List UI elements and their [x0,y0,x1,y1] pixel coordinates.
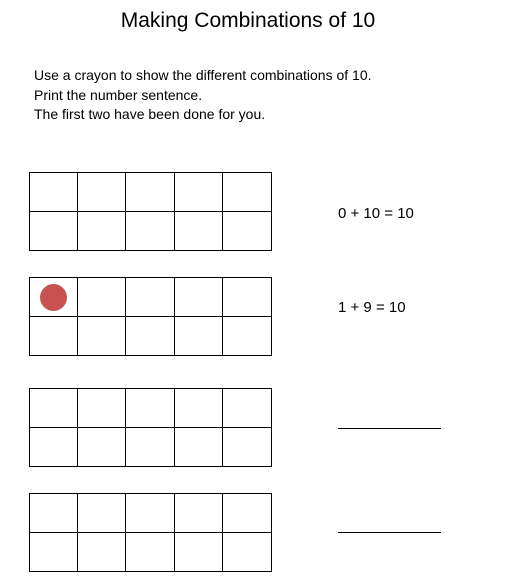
ten-frame-cell[interactable] [30,389,78,428]
ten-frame-cell[interactable] [126,173,174,212]
worksheet-title: Making Combinations of 10 [120,9,376,32]
ten-frame-cell[interactable] [78,494,126,533]
ten-frame-cell[interactable] [30,533,78,572]
ten-frame-4[interactable] [29,493,272,572]
ten-frame-cell[interactable] [126,533,174,572]
ten-frame-cell[interactable] [78,173,126,212]
ten-frame-cell[interactable] [78,212,126,251]
ten-frame-cell[interactable] [175,212,223,251]
instruction-line-2: Print the number sentence. [34,86,203,103]
answer-line-4[interactable] [338,532,441,533]
ten-frame-cell[interactable] [223,278,271,317]
ten-frame-cell[interactable] [223,389,271,428]
ten-frame-cell[interactable] [30,494,78,533]
ten-frame-cell[interactable] [175,428,223,467]
instruction-line-3: The first two have been done for you. [34,106,266,122]
number-sentence-1: 0 + 10 = 10 [338,205,414,222]
ten-frame-1[interactable] [29,172,272,251]
ten-frame-cell[interactable] [223,212,271,251]
ten-frame-cell[interactable] [126,212,174,251]
ten-frame-cell[interactable] [223,428,271,467]
ten-frame-cell[interactable] [175,278,223,317]
counter-dot [40,284,67,311]
ten-frame-cell[interactable] [78,428,126,467]
ten-frame-cell[interactable] [30,428,78,467]
ten-frame-cell[interactable] [126,428,174,467]
ten-frame-cell[interactable] [126,389,174,428]
ten-frame-3[interactable] [29,388,272,467]
ten-frame-cell[interactable] [30,212,78,251]
ten-frame-cell[interactable] [175,317,223,356]
ten-frame-cell[interactable] [126,278,174,317]
ten-frame-cell[interactable] [78,533,126,572]
ten-frame-cell[interactable] [223,317,271,356]
instructions [34,66,372,125]
ten-frame-cell[interactable] [223,494,271,533]
ten-frame-cell[interactable] [175,173,223,212]
ten-frame-cell[interactable] [30,278,78,317]
ten-frame-cell[interactable] [175,533,223,572]
ten-frame-cell[interactable] [30,173,78,212]
number-sentence-2: 1 + 9 = 10 [338,299,406,316]
ten-frame-cell[interactable] [175,389,223,428]
ten-frame-cell[interactable] [223,533,271,572]
ten-frame-cell[interactable] [78,317,126,356]
ten-frame-cell[interactable] [175,494,223,533]
ten-frame-cell[interactable] [223,173,271,212]
ten-frame-cell[interactable] [126,317,174,356]
answer-line-3[interactable] [338,428,441,429]
ten-frame-cell[interactable] [126,494,174,533]
instruction-line-1: Use a crayon to show the different combinations of 10. [34,67,372,83]
ten-frame-2[interactable] [29,277,272,356]
ten-frame-cell[interactable] [30,317,78,356]
ten-frame-cell[interactable] [78,278,126,317]
ten-frame-cell[interactable] [78,389,126,428]
